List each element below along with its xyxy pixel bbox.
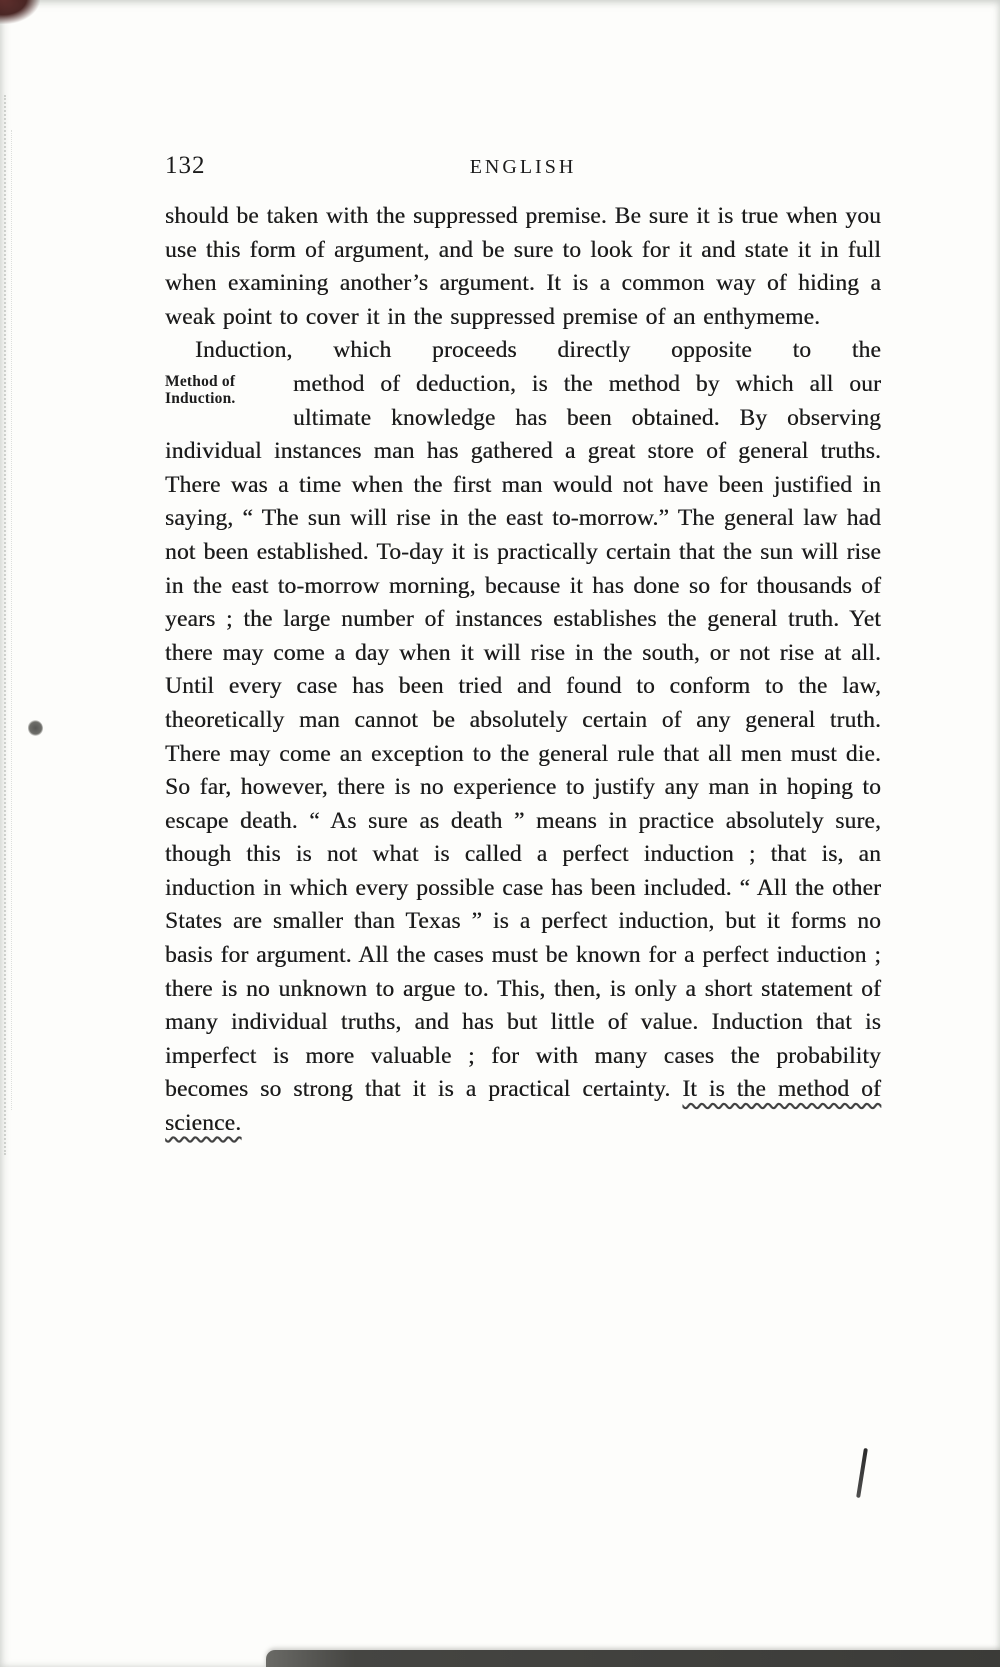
scan-edge-dotted-line <box>4 95 6 1155</box>
paragraph-2-body: method of deduction, is the method by which all our ultimate knowledge has been obtained. By observing individual instances man has gathered a great store of general truths. There was a time when the first man would not have been justified in saying, “ The sun will rise in the east to-morrow.” The general law had not been established. To-day it is practically certain that the sun will rise in the east to-morrow morning, because it has done so for thousands of years ; the large number of instances establishes the general truth. Yet there may come a day when it will rise in the south, or not rise at all. Until every case has been tried and found to conform to the law, theoretically man cannot be absolutely certain of any general truth. There may come an exception to the general rule that all men must die. So far, however, there is no experience to justify any man in hoping to escape death. “ As sure as death ” means in practice absolutely sure, though this is not what is called a perfect induction ; that is, an induction in which every possible case has been included. “ All the other States are smaller than Texas ” is a perfect induction, but it forms no basis for argument. All the cases must be known for a perfect induction ; there is no unknown to argue to. This, then, is only a short statement of many individual truths, and has but little of value. Induction that is imperfect is more valuable ; for with many cases the probability becomes so strong that it is a practical certainty. <box>165 370 881 1103</box>
scan-stain-top-left <box>0 0 40 24</box>
page-number: 132 <box>165 152 206 179</box>
text-block <box>165 152 881 1141</box>
page-header <box>165 152 881 180</box>
ink-blot-left-margin <box>28 720 43 736</box>
pen-stroke-bottom-right <box>856 1448 868 1498</box>
scan-shadow-bottom-edge <box>266 1650 1000 1667</box>
paragraph-2-final-sentence: It is the method of science. <box>165 1076 881 1137</box>
paragraph-2-first-line: Induction, which proceeds directly opposite to the <box>195 337 881 364</box>
running-header: ENGLISH <box>469 156 577 178</box>
scan-edge-dotted-line <box>11 130 12 1110</box>
body-paragraph-2 <box>165 334 881 1140</box>
sidenote-method-of-induction: Method of Induction. <box>165 372 236 408</box>
body-paragraph-1: should be taken with the suppressed premise. Be sure it is true when you use this form of argument, and be sure to look for it and state it in full when examining another’s argument. It is a common way of hiding a weak point to cover it in the suppressed premise of an enthymeme. <box>165 203 881 330</box>
